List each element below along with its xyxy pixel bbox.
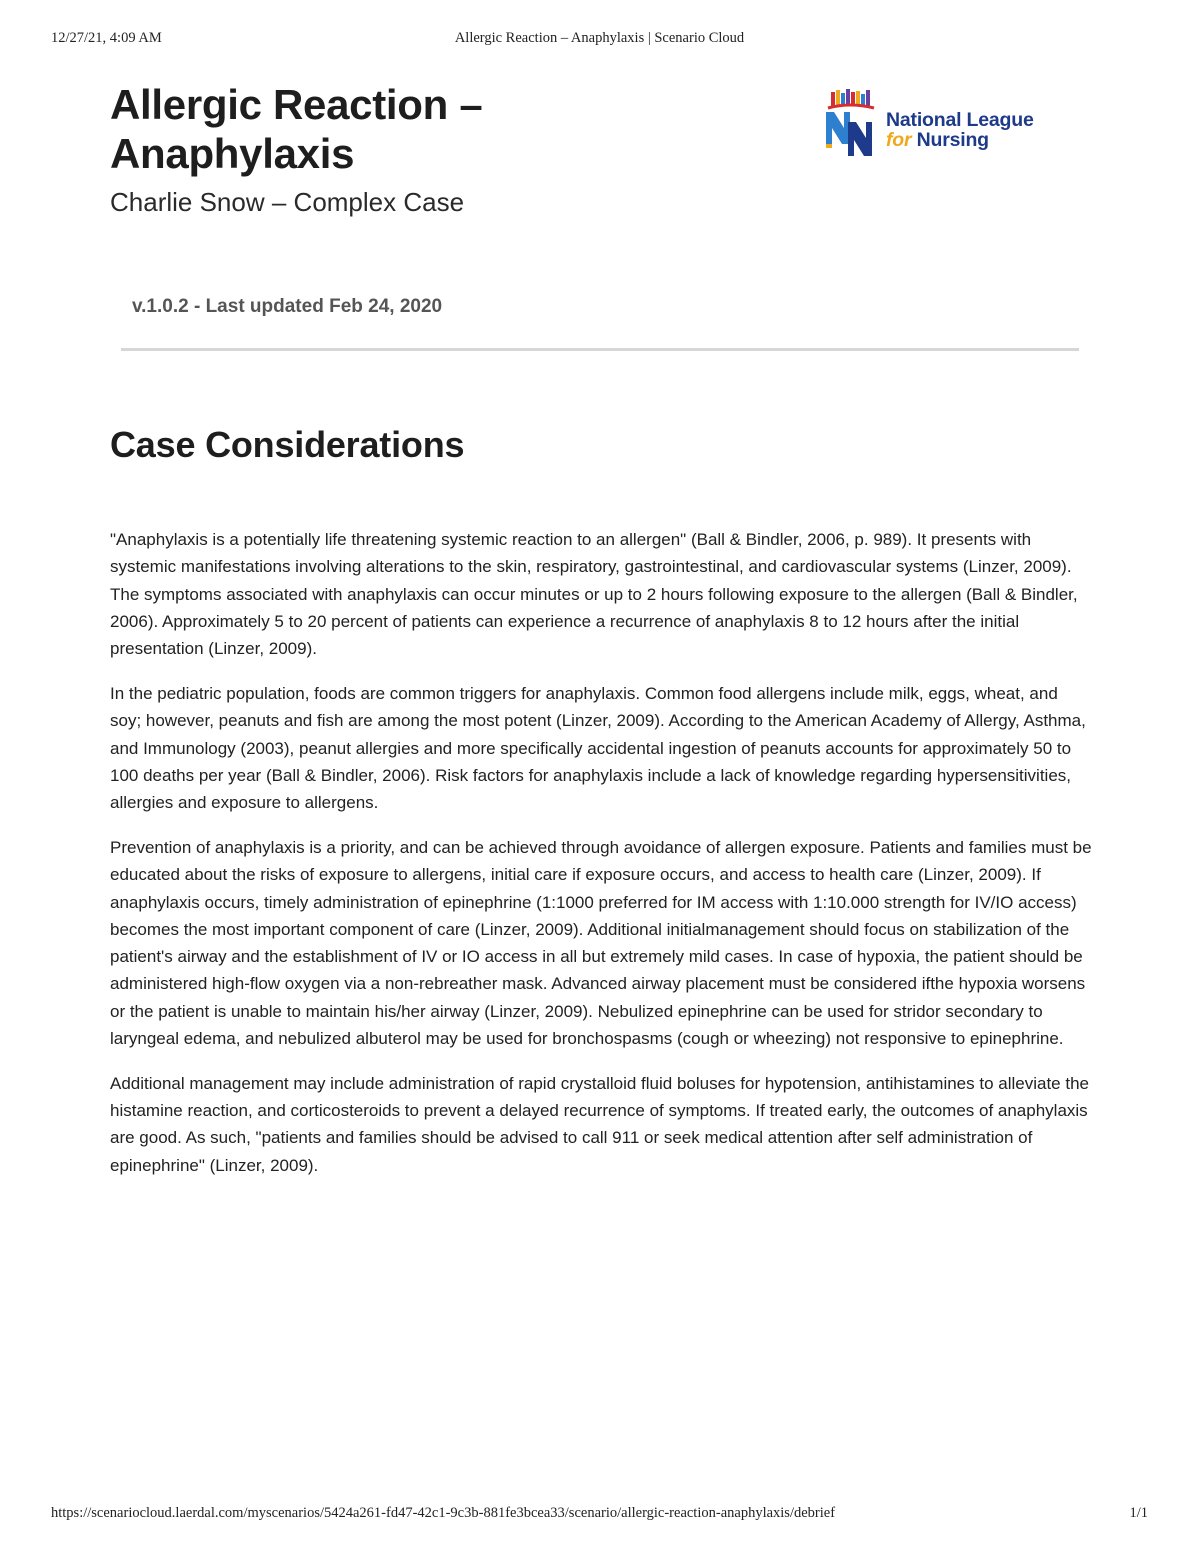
print-page-title: Allergic Reaction – Anaphylaxis | Scenario Cloud	[454, 30, 745, 46]
print-footer	[51, 1505, 1148, 1525]
section-body	[110, 526, 1092, 1197]
divider	[121, 348, 1079, 351]
document-title: Allergic Reaction – Anaphylaxis	[110, 81, 483, 177]
nln-logo-mark-icon	[822, 88, 884, 162]
paragraph: "Anaphylaxis is a potentially life threatening systemic reaction to an allergen" (Ball & Bindler, 2006, p. 989). It presents with systemic manifestations involving alterations to the skin, respiratory, gastrointestinal, and cardiovascular systems (Linzer, 2009). The symptoms associated with anaphylaxis can occur minutes or up to 2 hours following exposure to the allergen (Ball & Bindler, 2006). Approximately 5 to 20 percent of patients can experience a recurrence of anaphylaxis 8 to 12 hours after the initial presentation (Linzer, 2009).	[110, 530, 1078, 659]
version-info: v.1.0.2 - Last updated Feb 24, 2020	[132, 296, 443, 317]
print-header	[51, 30, 1148, 50]
nln-logo-wordmark: National League for Nursing	[886, 109, 1034, 151]
document-subtitle: Charlie Snow – Complex Case	[110, 187, 465, 217]
paragraph: In the pediatric population, foods are common triggers for anaphylaxis. Common food allergens include milk, eggs, wheat, and soy; however, peanuts and fish are among the most potent (Linzer, 2009). According to the American Academy of Allergy, Asthma, and Immunology (2003), peanut allergies and more specifically accidental ingestion of peanuts accounts for approximately 50 to 100 deaths per year (Ball & Bindler, 2006). Risk factors for anaphylaxis include a lack of knowledge regarding hypersensitivities, allergies and exposure to allergens.	[110, 683, 1086, 813]
paragraph: Additional management may include administration of rapid crystalloid fluid boluses for hypotension, antihistamines to alleviate the histamine reaction, and corticosteroids to prevent a delayed recurrence of symptoms. If treated early, the outcomes of anaphylaxis are good. As such, "patients and families should be advised to call 911 or seek medical attention after self administration of epinephrine" (Linzer, 2009).	[110, 1073, 1089, 1175]
nln-logo	[822, 88, 1062, 162]
section-heading: Case Considerations	[110, 424, 465, 465]
paragraph: Prevention of anaphylaxis is a priority, and can be achieved through avoidance of allergen exposure. Patients and families must be educated about the risks of exposure to allergens, initial care if exposure occurs, and access to health care (Linzer, 2009). If anaphylaxis occurs, timely administration of epinephrine (1:1000 preferred for IM access with 1:10.000 strength for IV/IO access) becomes the most important component of care (Linzer, 2009). Additional initialmanagement should focus on stabilization of the patient's airway and the establishment of IV or IO access in all but extremely mild cases. In case of hypoxia, the patient should be administered high-flow oxygen via a non-rebreather mask. Advanced airway placement must be considered ifthe hypoxia worsens or the patient is unable to maintain his/her airway (Linzer, 2009). Nebulized epinephrine can be used for stridor secondary to laryngeal edema, and nebulized albuterol may be used for bronchospasms (cough or wheezing) not responsive to epinephrine.	[110, 837, 1092, 1049]
print-page-number: 1/1	[1129, 1505, 1148, 1521]
print-url: https://scenariocloud.laerdal.com/myscenarios/5424a261-fd47-42c1-9c3b-881fe3bcea33/scenario/allergic-reaction-anaphylaxis/debrief	[51, 1505, 836, 1521]
print-datetime: 12/27/21, 4:09 AM	[51, 30, 162, 46]
